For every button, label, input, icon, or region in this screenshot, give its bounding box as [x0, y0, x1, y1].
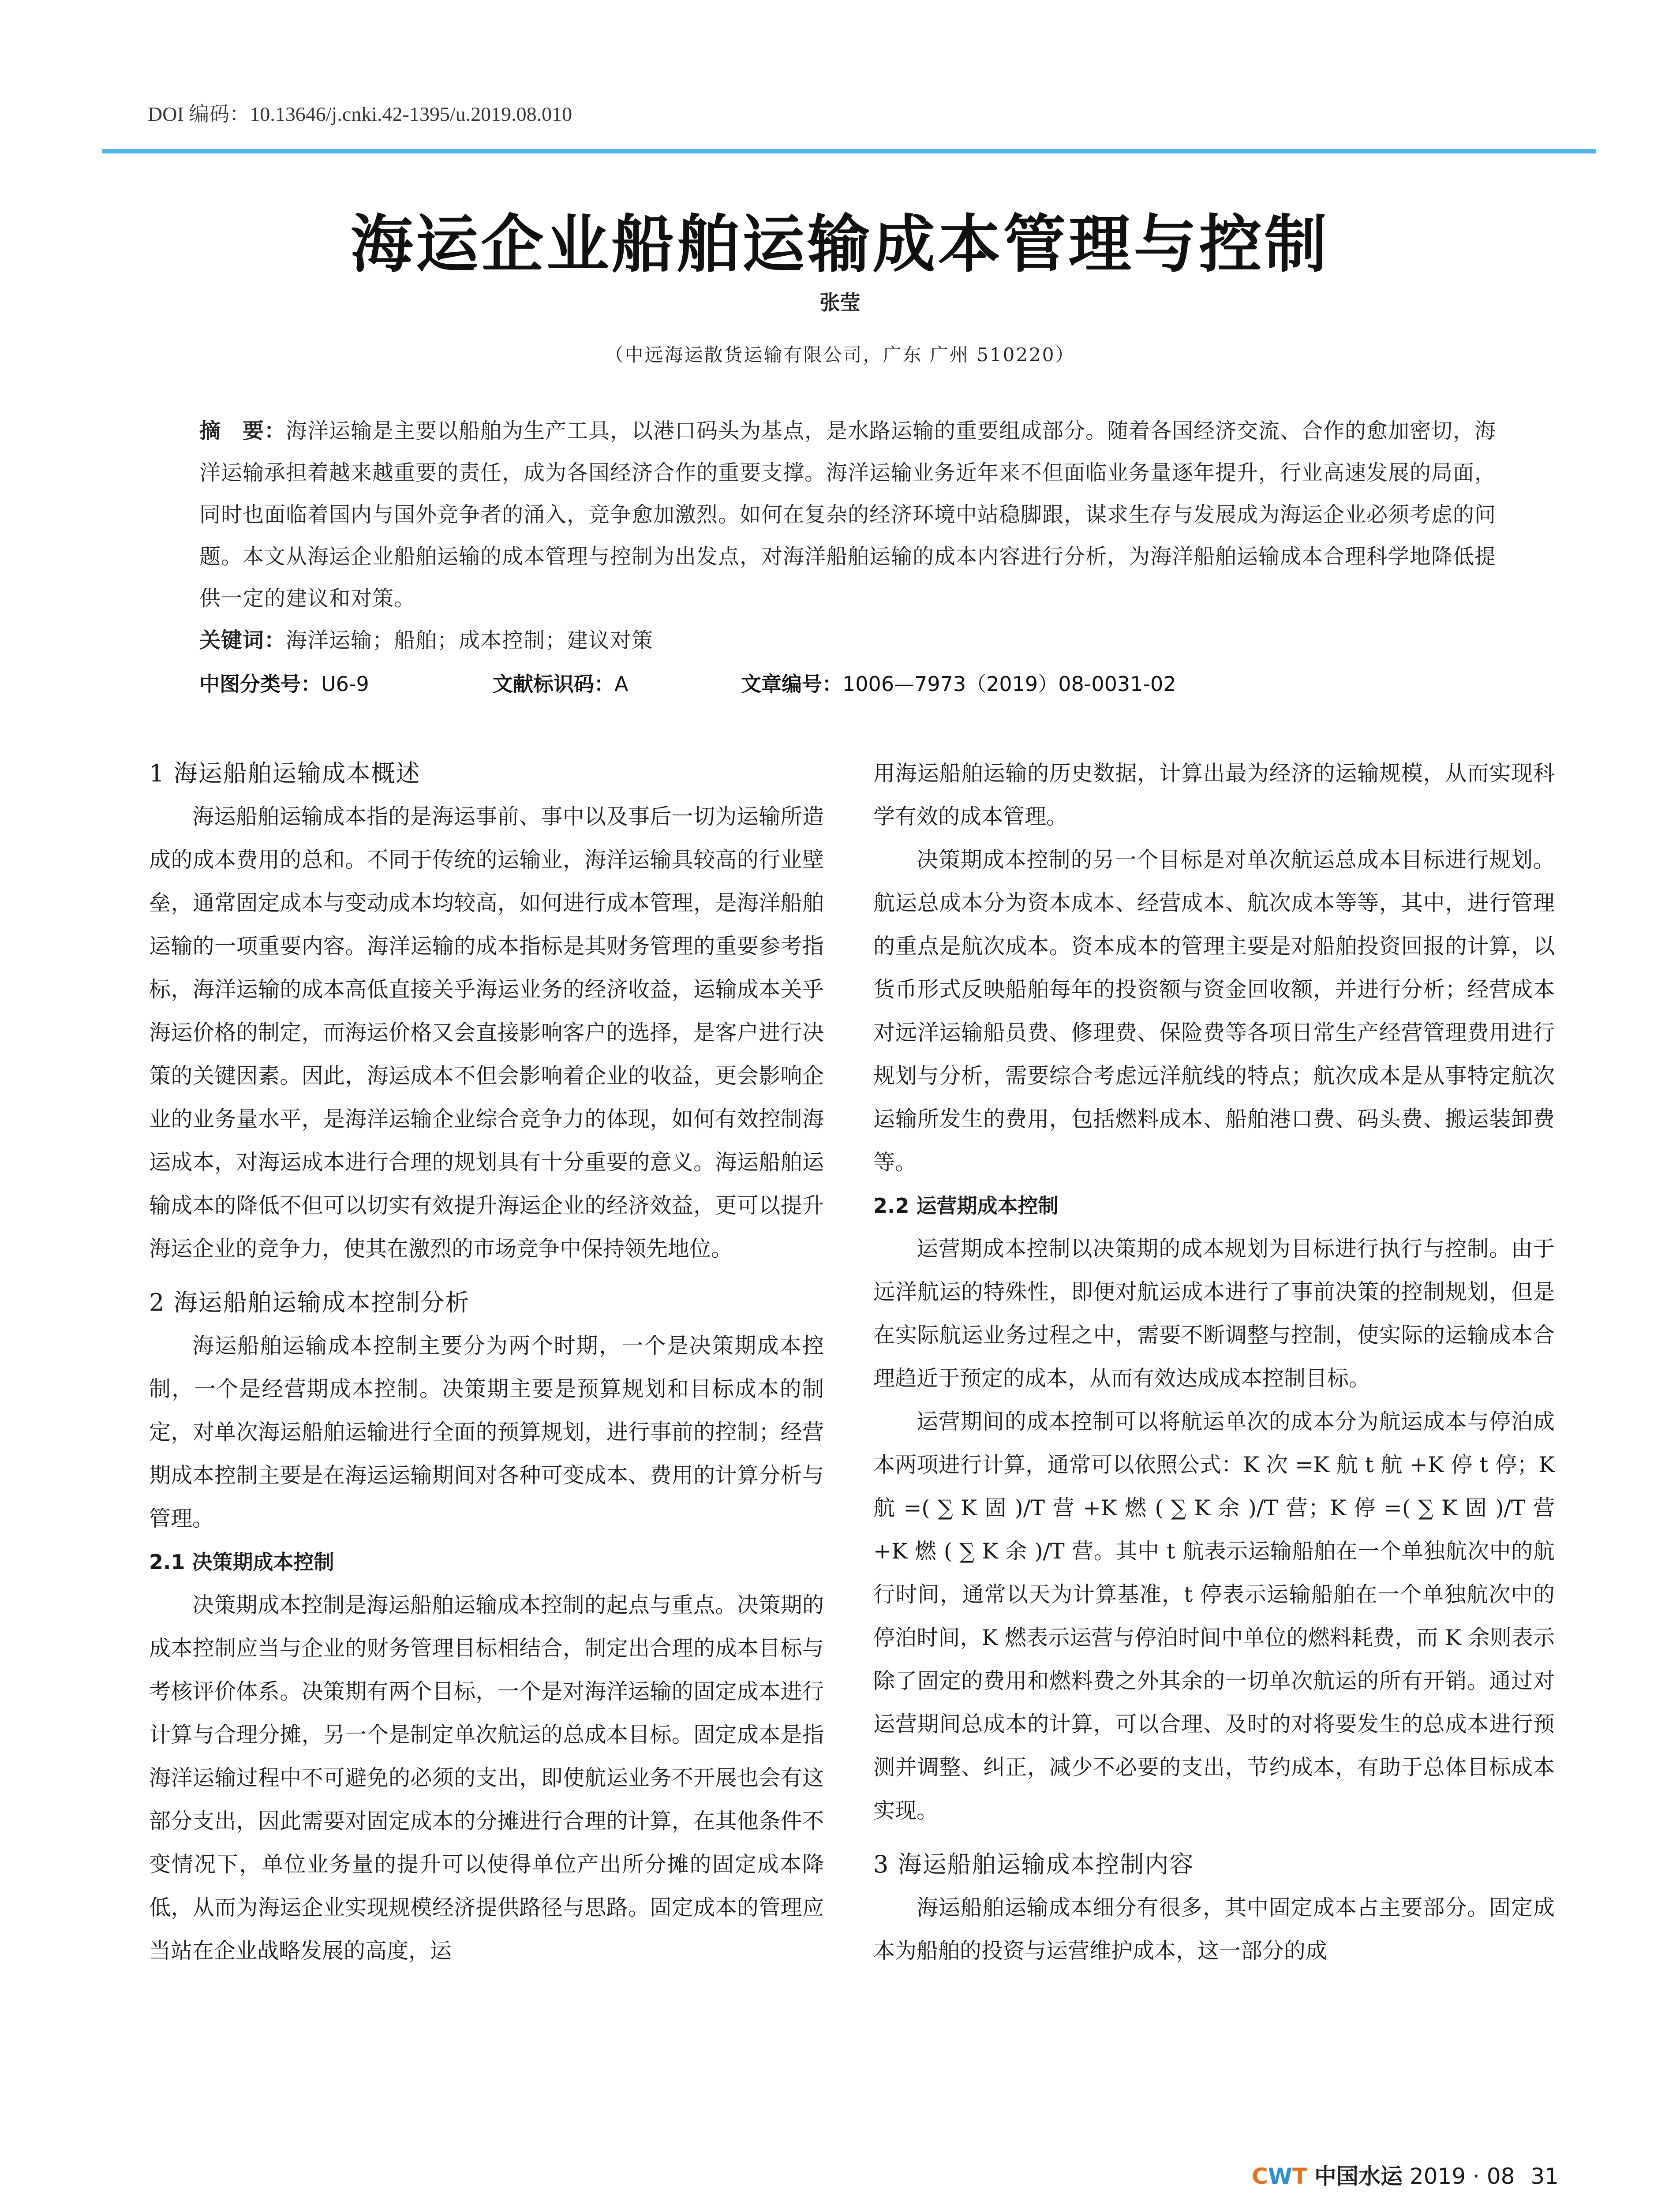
left-column	[149, 752, 824, 1973]
right-column	[873, 752, 1555, 1973]
journal-name: 中国水运	[1314, 2163, 1403, 2189]
doi-line: DOI 编码：10.13646/j.cnki.42-1395/u.2019.08.010	[148, 103, 572, 125]
abstract-text: 海洋运输是主要以船舶为生产工具，以港口码头为基点，是水路运输的重要组成部分。随着各国经济交流、合作的愈加密切，海洋运输承担着越来越重要的责任，成为各国经济合作的重要支撑。海洋运输业务近年来不但面临业务量逐年提升，行业高速发展的局面，同时也面临着国内与国外竞争者的涌入，竞争愈加激烈。如何在复杂的经济环境中站稳脚跟，谋求生存与发展成为海运企业必须考虑的问题。本文从海运企业船舶运输的成本管理与控制为出发点，对海洋船舶运输的成本内容进行分析，为海洋船舶运输成本合理科学地降低提供一定的建议和对策。	[199, 419, 1497, 611]
keywords-text: 海洋运输；船舶；成本控制；建议对策	[286, 628, 654, 653]
section-2-2-paragraph-1: 运营期成本控制以决策期的成本规划为目标进行执行与控制。由于远洋航运的特殊性，即便对航运成本进行了事前决策的控制规划，但是在实际航运业务过程之中，需要不断调整与控制，使实际的运输成本合理趋近于预定的成本，从而有效达成成本控制目标。	[873, 1236, 1555, 1391]
abstract	[199, 410, 1500, 620]
article-no-label: 文章编号：	[741, 672, 842, 696]
section-2-paragraph: 海运船舶运输成本控制主要分为两个时期，一个是决策期成本控制，一个是经营期成本控制。决策期主要是预算规划和目标成本的制定，对单次海运船舶运输进行全面的预算规划，进行事前的控制；经营期成本控制主要是在海运运输期间对各种可变成本、费用的计算分析与管理。	[149, 1333, 824, 1531]
doc-code-label: 文献标识码：	[493, 672, 614, 696]
section-2-1-paragraph-2: 决策期成本控制的另一个目标是对单次航运总成本目标进行规划。航运总成本分为资本成本、经营成本、航次成本等等，其中，进行管理的重点是航次成本。资本成本的管理主要是对船舶投资回报的计算，以货币形式反映船舶每年的投资额与资金回收额，并进行分析；经营成本对远洋运输船员费、修理费、保险费等各项日常生产经营管理费用进行规划与分析，需要综合考虑远洋航线的特点；航次成本是从事特定航次运输所发生的费用，包括燃料成本、船舶港口费、码头费、搬运装卸费等。	[873, 847, 1555, 1175]
page-footer	[1252, 2159, 1559, 2190]
section-2-1-paragraph: 决策期成本控制是海运船舶运输成本控制的起点与重点。决策期的成本控制应当与企业的财务管理目标相结合，制定出合理的成本目标与考核评价体系。决策期有两个目标，一个是对海洋运输的固定成本进行计算与合理分摊，另一个是制定单次航运的总成本目标。固定成本是指海洋运输过程中不可避免的必须的支出，即使航运业务不开展也会有这部分支出，因此需要对固定成本的分摊进行合理的计算，在其他条件不变情况下，单位业务量的提升可以使得单位产出所分摊的固定成本降低，从而为海运企业实现规模经济提供路径与思路。固定成本的管理应当站在企业战略发展的高度，运	[149, 1592, 824, 1963]
doc-code-value: A	[614, 672, 629, 696]
header-rule	[102, 149, 1596, 153]
issue-info: 2019 · 08	[1409, 2164, 1515, 2189]
section-3-paragraph: 海运船舶运输成本细分有很多，其中固定成本占主要部分。固定成本为船舶的投资与运营维护成本，这一部分的成	[873, 1895, 1555, 1963]
affiliation: （中远海运散货运输有限公司，广东 广州 510220）	[605, 344, 1075, 366]
abstract-label: 摘 要：	[199, 419, 286, 443]
clc-label: 中图分类号：	[199, 672, 321, 696]
section-1-paragraph: 海运船舶运输成本指的是海运事前、事中以及事后一切为运输所造成的成本费用的总和。不同于传统的运输业，海洋运输具较高的行业壁垒，通常固定成本与变动成本均较高，如何进行成本管理，是海洋船舶运输的一项重要内容。海洋运输的成本指标是其财务管理的重要参考指标，海洋运输的成本高低直接关乎海运业务的经济收益，运输成本关乎海运价格的制定，而海运价格又会直接影响客户的选择，是客户进行决策的关键因素。因此，海运成本不但会影响着企业的收益，更会影响企业的业务量水平，是海洋运输企业综合竞争力的体现，如何有效控制海运成本，对海运成本进行合理的规划具有十分重要的意义。海运船舶运输成本的降低不但可以切实有效提升海运企业的经济效益，更可以提升海运企业的竞争力，使其在激烈的市场竞争中保持领先地位。	[149, 804, 824, 1261]
clc-value: U6-9	[321, 672, 369, 696]
keywords-label: 关键词：	[199, 628, 286, 653]
section-2-2-paragraph-2: 运营期间的成本控制可以将航运单次的成本分为航运成本与停泊成本两项进行计算，通常可以依照公式：K 次 =K 航 t 航 +K 停 t 停；K 航 =( ∑ K 固 )/T 营 +K 燃 ( ∑ K 余 )/T 营；K 停 =( ∑ K 固 )/T 营 +K 燃 ( ∑ K 余 )/T 营。其中 t 航表示运输船舶在一个单独航次中的航行时间，通常以天为计算基准，t 停表示运输船舶在一个单独航次中的停泊时间，K 燃表示运营与停泊时间中单位的燃料耗费，而 K 余则表示除了固定的费用和燃料费之外其余的一切单次航运的所有开销。通过对运营期间总成本的计算，可以合理、及时的对将要发生的总成本进行预测并调整、纠正，减少不必要的支出，节约成本，有助于总体目标成本实现。	[873, 1409, 1555, 1823]
section-2-1-heading: 2.1 决策期成本控制	[149, 1550, 334, 1574]
section-2-2-heading: 2.2 运营期成本控制	[873, 1194, 1059, 1218]
article-no-field	[741, 668, 1176, 697]
article-title: 海运企业船舶运输成本管理与控制	[350, 208, 1330, 281]
section-3-heading: 3 海运船舶运输成本控制内容	[873, 1850, 1194, 1878]
author-name: 张莹	[819, 291, 861, 314]
keywords	[199, 620, 1500, 662]
clc-field	[199, 668, 369, 697]
continued-paragraph: 用海运船舶运输的历史数据，计算出最为经济的运输规模，从而实现科学有效的成本管理。	[873, 761, 1555, 829]
doc-code-field	[493, 668, 628, 697]
page-number: 31	[1530, 2164, 1559, 2189]
section-1-heading: 1 海运船舶运输成本概述	[149, 759, 421, 787]
cwt-logo-t: T	[1292, 2164, 1308, 2189]
cwt-logo	[1252, 2164, 1307, 2189]
section-2-heading: 2 海运船舶运输成本控制分析	[149, 1289, 470, 1316]
cwt-logo-w: W	[1268, 2164, 1292, 2189]
cwt-logo-c: C	[1252, 2164, 1268, 2189]
article-no-value: 1006—7973（2019）08-0031-02	[842, 672, 1176, 696]
abstract-block	[199, 410, 1500, 662]
